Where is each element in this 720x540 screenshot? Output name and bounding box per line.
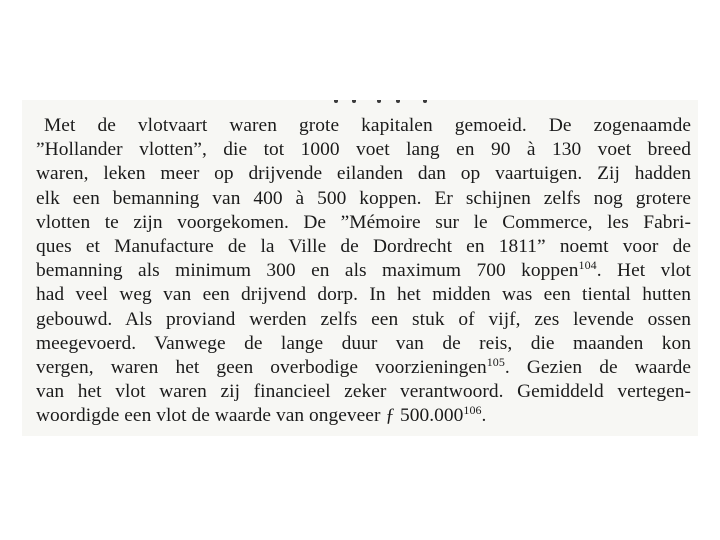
text-line-6: ques et Manufacture de la Ville de Dordrecht en 1811” noemt voor de — [36, 235, 691, 257]
text-line-9: gebouwd. Als proviand werden zelfs een stuk of vijf, zes levende ossen — [36, 308, 691, 330]
text-line-5: vlotten te zijn voorgekomen. De ”Mémoire sur le Commerce, les Fabri- — [36, 211, 691, 233]
text-line-12: van het vlot waren zij financieel zeker verantwoord. Gemiddeld vertegen- — [36, 381, 691, 403]
cropped-previous-line — [330, 100, 440, 106]
footnote-ref-106: 106 — [463, 403, 482, 418]
text-line-7: bemanning als minimum 300 en als maximum 700 koppen$^{104}$. Het vlot — [36, 258, 691, 282]
text-line-1: Met de vlotvaart waren grote kapitalen gemoeid. De zogenaamde — [44, 115, 691, 136]
text-line-13: woordigde een vlot de waarde van ongeveer ƒ 500.000$^{106}$. — [36, 403, 487, 427]
text-line-8: had veel weg van een drijvend dorp. In het midden was een tiental hutten — [36, 284, 691, 306]
text-line-3: waren, leken meer op drijvende eilanden dan op vaartuigen. Zij hadden — [36, 163, 691, 185]
text-line-11: vergen, waren het geen overbodige voorzieningen$^{105}$. Gezien de waarde — [36, 354, 691, 378]
text-line-2: ”Hollander vlotten”, die tot 1000 voet lang en 90 à 130 voet breed — [36, 139, 691, 161]
text-line-4: elk een bemanning van 400 à 500 koppen. Er schijnen zelfs nog grotere — [36, 187, 691, 209]
footnote-ref-104: 104 — [578, 258, 597, 273]
text-line-10: meegevoerd. Vanwege de lange duur van de reis, die maanden kon — [36, 332, 691, 354]
footnote-ref-105: 105 — [486, 354, 505, 369]
body-paragraph — [36, 114, 691, 428]
